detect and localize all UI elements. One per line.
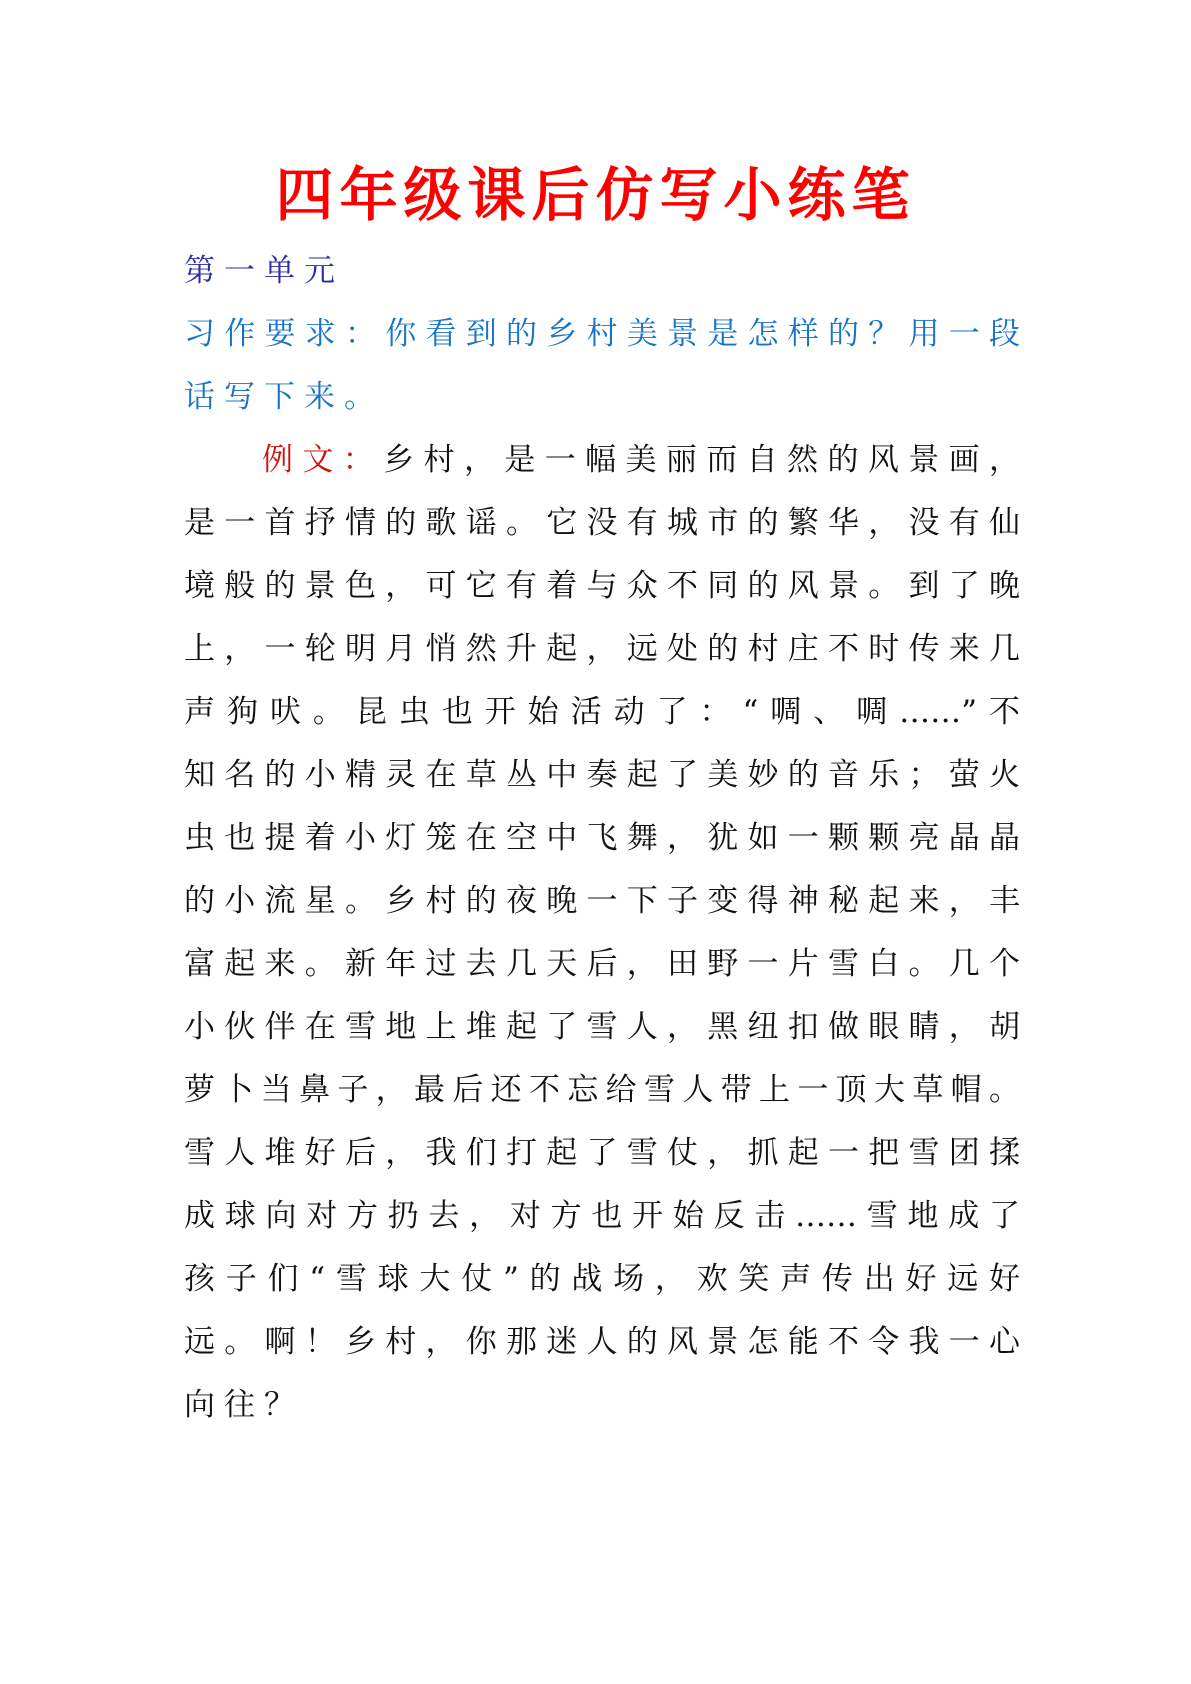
example-line: 孩子们“雪球大仗”的战场，欢笑声传出好远好 [184, 1261, 1020, 1297]
example-line: 小伙伴在雪地上堆起了雪人，黑纽扣做眼睛，胡 [184, 1009, 1020, 1045]
example-line: 知名的小精灵在草丛中奏起了美妙的音乐；萤火 [184, 757, 1020, 793]
example-text: 乡村，是一幅美丽而自然的风景画， [383, 442, 1021, 478]
requirement-line: 话写下来。 [184, 379, 384, 415]
example-line: 上，一轮明月悄然升起，远处的村庄不时传来几 [184, 631, 1020, 667]
unit-heading: 第一单元 [184, 253, 344, 289]
example-line: 虫也提着小灯笼在空中飞舞，犹如一颗颗亮晶晶 [184, 820, 1020, 856]
page-title: 四年级课后仿写小练笔 [275, 161, 916, 229]
example-line: 向往？ [184, 1387, 304, 1423]
example-line: 成球向对方扔去，对方也开始反击……雪地成了 [184, 1198, 1020, 1234]
document-body [184, 240, 1020, 1437]
example-line: 声狗吠。昆虫也开始活动了：“啁、啁……”不 [184, 694, 1020, 730]
example-line: 远。啊！乡村，你那迷人的风景怎能不令我一心 [184, 1324, 1020, 1360]
example-first-line [184, 429, 1020, 492]
example-line: 的小流星。乡村的夜晚一下子变得神秘起来，丰 [184, 883, 1020, 919]
example-line: 是一首抒情的歌谣。它没有城市的繁华，没有仙 [184, 505, 1020, 541]
example-line: 境般的景色，可它有着与众不同的风景。到了晚 [184, 568, 1020, 604]
example-label: 例文： [262, 442, 384, 478]
requirement-line: 习作要求：你看到的乡村美景是怎样的？用一段 [184, 316, 1020, 352]
example-line: 萝卜当鼻子，最后还不忘给雪人带上一顶大草帽。 [184, 1072, 1020, 1108]
example-line: 富起来。新年过去几天后，田野一片雪白。几个 [184, 946, 1020, 982]
example-line: 雪人堆好后，我们打起了雪仗，抓起一把雪团揉 [184, 1135, 1020, 1171]
